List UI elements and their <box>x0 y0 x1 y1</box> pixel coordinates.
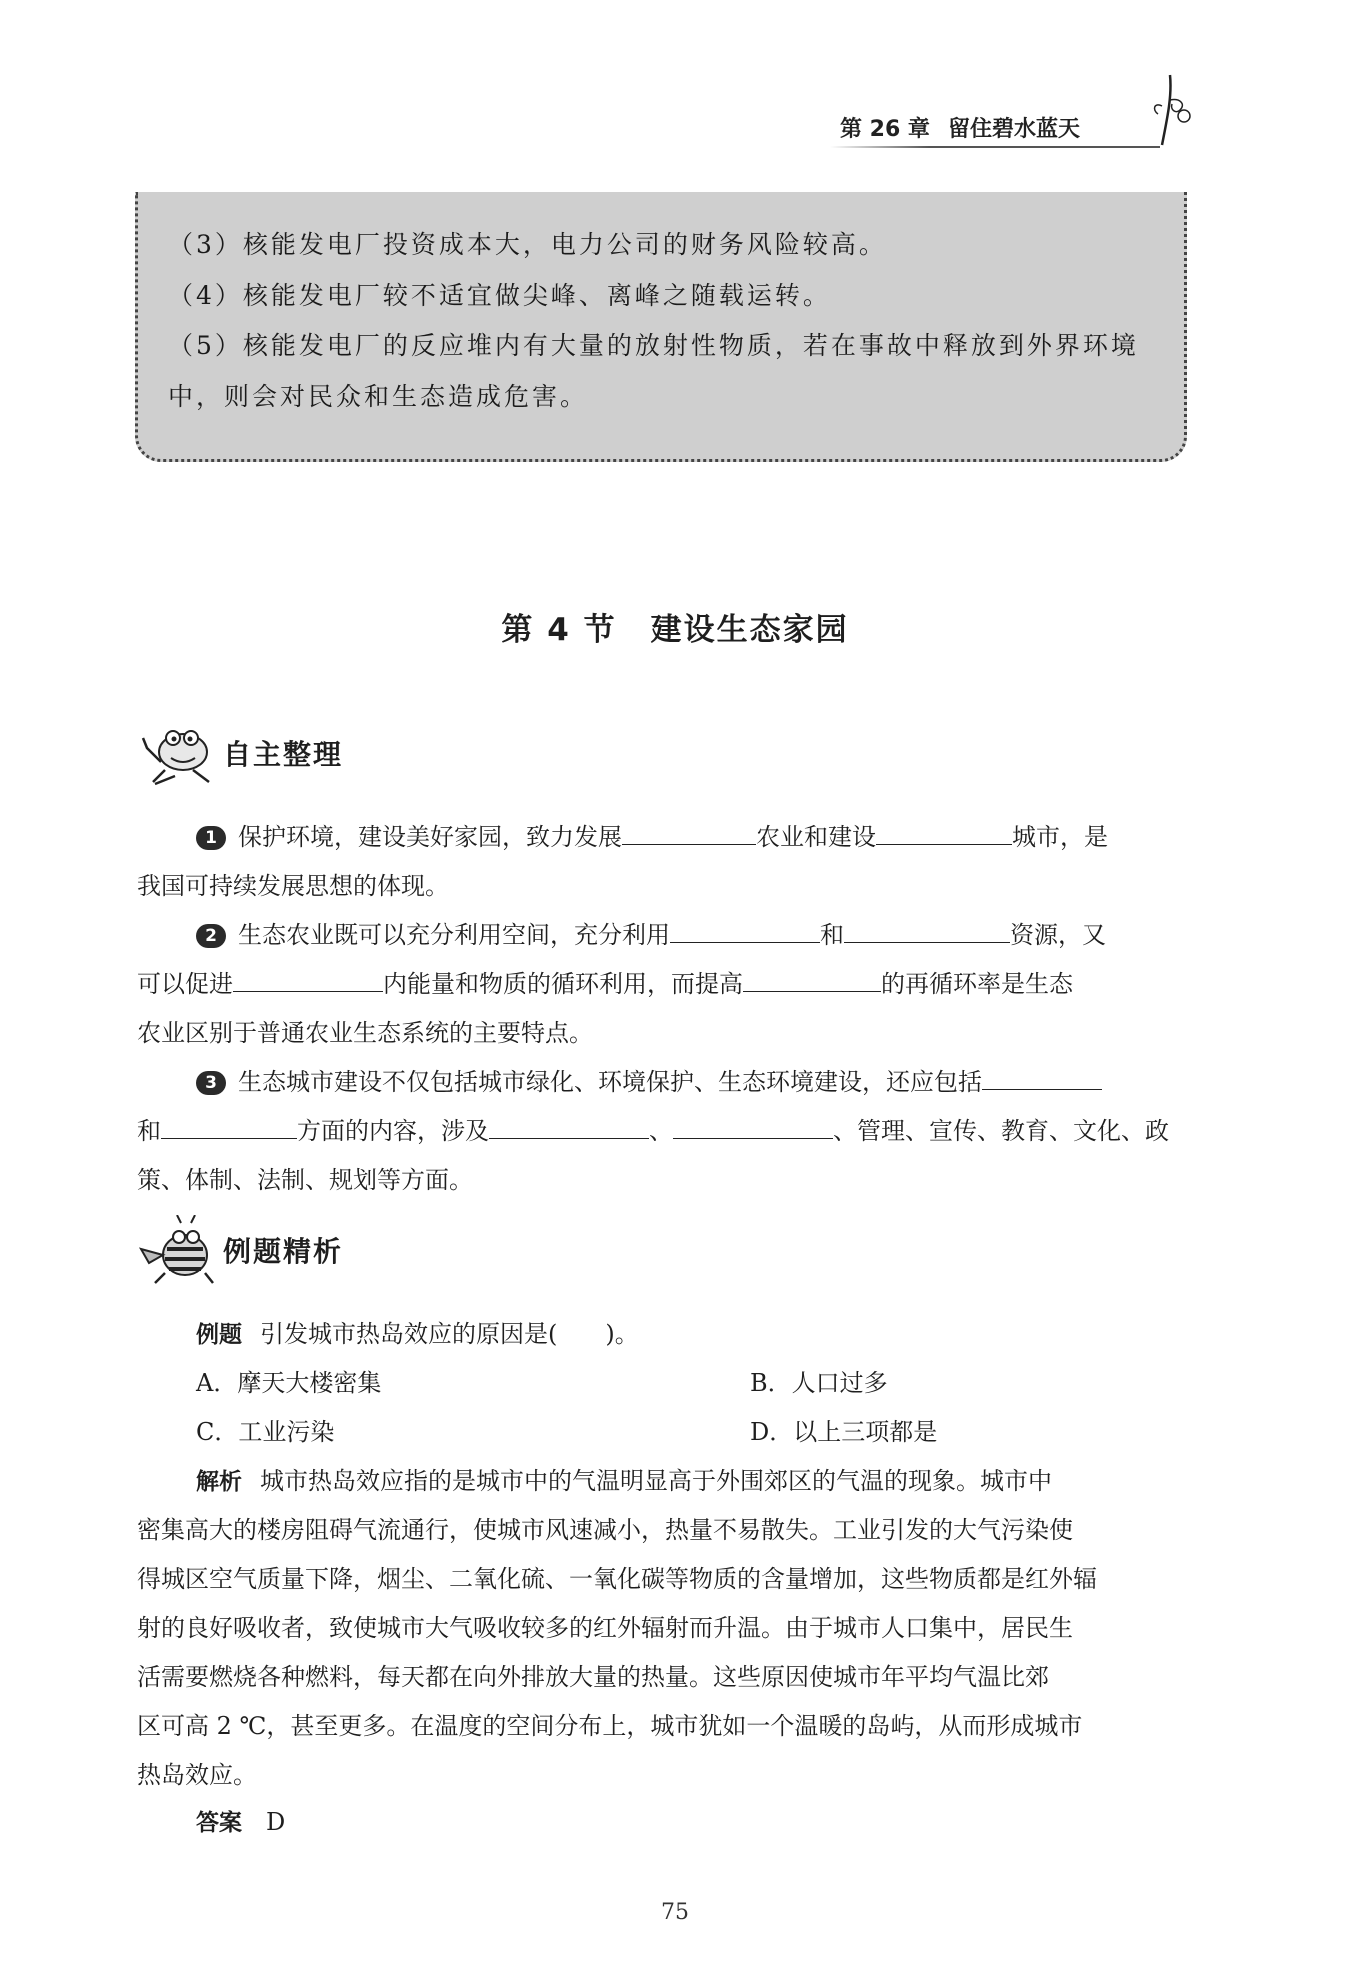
q1-text-a: 保护环境，建设美好家园，致力发展 <box>238 823 622 851</box>
example-question-text: 引发城市热岛效应的原因是( )。 <box>260 1320 639 1348</box>
chapter-header <box>840 112 1080 143</box>
analysis-text-1: 城市热岛效应指的是城市中的气温明显高于外围郊区的气温的现象。城市中 <box>260 1467 1052 1495</box>
q3-badge: 3 <box>196 1071 226 1095</box>
q2-text-e: 内能量和物质的循环利用，而提高 <box>383 970 743 998</box>
q2-text-c: 资源，又 <box>1010 921 1106 949</box>
analysis-line-3: 得城区空气质量下降，烟尘、二氧化硫、一氧化碳等物质的含量增加，这些物质都是红外辐 <box>137 1565 1097 1593</box>
analysis-line-7: 热岛效应。 <box>137 1761 257 1789</box>
q2-text-a: 生态农业既可以充分利用空间，充分利用 <box>238 921 670 949</box>
section-title <box>0 604 1350 649</box>
q2-blank-3[interactable] <box>233 965 383 992</box>
q3-blank-3[interactable] <box>489 1112 649 1139</box>
q1-line1 <box>196 817 1108 852</box>
example-question <box>196 1314 639 1349</box>
q3-text-c: 方面的内容，涉及 <box>297 1117 489 1145</box>
self-study-label: 自主整理 <box>223 738 344 771</box>
example-tag: 例题 <box>196 1322 242 1348</box>
floral-ornament-icon <box>1150 70 1200 150</box>
section-number: 第 4 节 <box>501 612 617 648</box>
example-label: 例题精析 <box>223 1235 344 1268</box>
option-c: C．工业污染 <box>196 1418 335 1446</box>
self-study-heading <box>135 718 343 788</box>
page-number: 75 <box>661 1900 689 1925</box>
answer-tag: 答案 <box>196 1810 242 1836</box>
q2-text-f: 的再循环率是生态 <box>881 970 1073 998</box>
q2-line2 <box>137 964 1073 999</box>
option-a: A．摩天大楼密集 <box>196 1369 382 1397</box>
note-line-5: （5）核能发电厂的反应堆内有大量的放射性物质，若在事故中释放到外界环境 <box>168 331 1139 360</box>
analysis-line-5: 活需要燃烧各种燃料，每天都在向外排放大量的热量。这些原因使城市年平均气温比郊 <box>137 1663 1049 1691</box>
q1-text-c: 城市，是 <box>1012 823 1108 851</box>
q2-blank-4[interactable] <box>743 965 881 992</box>
q2-blank-2[interactable] <box>844 916 1010 943</box>
analysis-line-2: 密集高大的楼房阻碍气流通行，使城市风速减小，热量不易散失。工业引发的大气污染使 <box>137 1516 1073 1544</box>
q3-line3: 策、体制、法制、规划等方面。 <box>137 1166 473 1194</box>
analysis-line-4: 射的良好吸收者，致使城市大气吸收较多的红外辐射而升温。由于城市人口集中，居民生 <box>137 1614 1073 1642</box>
answer-line <box>196 1804 285 1837</box>
q2-text-b: 和 <box>820 921 844 949</box>
q3-blank-2[interactable] <box>161 1112 297 1139</box>
q3-blank-1[interactable] <box>982 1063 1102 1090</box>
analysis-tag: 解析 <box>196 1469 242 1495</box>
q3-text-a: 生态城市建设不仅包括城市绿化、环境保护、生态环境建设，还应包括 <box>238 1068 982 1096</box>
q1-blank-2[interactable] <box>876 818 1012 845</box>
chapter-number: 第 26 章 <box>840 117 930 142</box>
q1-line2: 我国可持续发展思想的体现。 <box>137 872 449 900</box>
q2-line1 <box>196 915 1106 950</box>
bee-mascot-icon <box>135 1215 221 1285</box>
q2-blank-1[interactable] <box>670 916 820 943</box>
note-line-3: （3）核能发电厂投资成本大，电力公司的财务风险较高。 <box>168 230 887 259</box>
q3-blank-4[interactable] <box>673 1112 833 1139</box>
option-b: B．人口过多 <box>750 1369 888 1397</box>
q1-badge: 1 <box>196 826 226 850</box>
q3-line2 <box>137 1111 1169 1146</box>
q2-text-d: 可以促进 <box>137 970 233 998</box>
q1-text-b: 农业和建设 <box>756 823 876 851</box>
chapter-title: 留住碧水蓝天 <box>947 117 1080 142</box>
frog-mascot-icon <box>135 718 221 788</box>
q1-blank-1[interactable] <box>622 818 756 845</box>
answer-value: D <box>266 1808 286 1836</box>
section-name: 建设生态家园 <box>650 612 849 648</box>
q2-badge: 2 <box>196 924 226 948</box>
q3-text-b: 和 <box>137 1117 161 1145</box>
analysis-line-6: 区可高 2 ℃，甚至更多。在温度的空间分布上，城市犹如一个温暖的岛屿，从而形成城市 <box>137 1712 1083 1740</box>
analysis-line-1 <box>196 1461 1052 1496</box>
q2-line3: 农业区别于普通农业生态系统的主要特点。 <box>137 1019 593 1047</box>
q3-text-d: 、 <box>649 1117 673 1145</box>
note-line-5-cont: 中，则会对民众和生态造成危害。 <box>168 382 589 411</box>
example-heading <box>135 1215 343 1285</box>
note-line-4: （4）核能发电厂较不适宜做尖峰、离峰之随载运转。 <box>168 281 831 310</box>
q3-line1 <box>196 1062 1102 1097</box>
header-rule <box>830 146 1160 148</box>
q3-text-e: 、管理、宣传、教育、文化、政 <box>833 1117 1169 1145</box>
option-d: D．以上三项都是 <box>750 1418 938 1446</box>
